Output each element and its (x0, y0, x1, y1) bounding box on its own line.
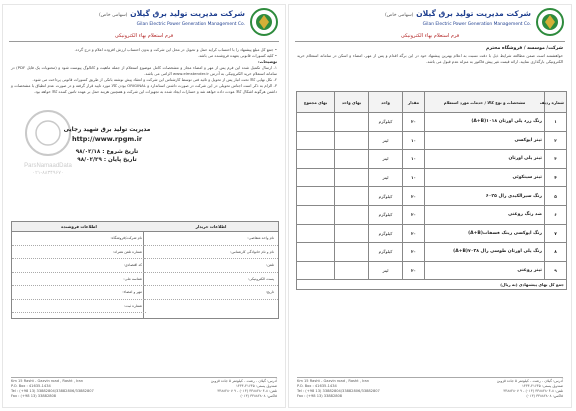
footer-fa (211, 379, 277, 399)
cell-unit-price[interactable] (335, 168, 369, 187)
cell-unit-price[interactable] (335, 150, 369, 169)
footer-fax-fa: فاکس: ۳۳۸۸۲۸۰۸ (۰۱۳) (526, 394, 563, 398)
footer-phone-fa: تلفن: ۸-۳۳۸۸۲۸۰۴ (۰۱۳) - ۹ ۳۳۸۸۲۸۰۷ (217, 389, 277, 393)
cell-unit-price[interactable] (335, 187, 369, 206)
notes-section (11, 47, 277, 95)
table-total-row (297, 280, 567, 290)
cell-unit: کیلوگرم (369, 113, 403, 132)
form-page-left (2, 4, 286, 408)
intro-text: خواهشمند است ضمن مطالعه شرایط ذیل با دقت نسبت به اعلام بهترین پیشنهاد خود در این برگه اقدام و پس از مهر، امضاء و اسکن در سامانه استعلام خرید الکترونیکی بارگذاری نمایید. ارائه قیمت غیر پیش فاکتور به منزله عدم قبول می باشد. (297, 53, 563, 64)
watermark-phone: ۰۲۱-۸۸۳۴۹۶۷۰ (32, 170, 64, 176)
footer-pobox-fa: صندوق پستی: ۴۱۶۳۵-۱۴۳۴ (521, 384, 563, 388)
cell-unit: کیلوگرم (369, 243, 403, 262)
footer-fa (497, 379, 563, 399)
footer-pobox-en: P.O. Box : 41635-1434 (297, 384, 337, 388)
cell-quantity: ۲۰ (403, 261, 425, 280)
cell-unit-price[interactable] (335, 205, 369, 224)
info-field[interactable]: شناسه ملی: (12, 273, 146, 287)
col-row-no: شماره ردیف (545, 92, 567, 113)
signature-website[interactable]: http://www.rpgm.ir (71, 135, 143, 143)
info-field[interactable]: تاریخ: (144, 286, 278, 300)
cell-total-price[interactable] (297, 168, 335, 187)
footer-divider (11, 377, 277, 378)
cell-unit: لیتر (369, 261, 403, 280)
seller-info-header: اطلاعات فروشنده (12, 222, 146, 232)
footer-en (11, 379, 94, 399)
cell-description: تینر پلی اورتان (425, 150, 545, 169)
info-field[interactable]: پست الکترونیکی: (144, 273, 278, 287)
seller-info-column (12, 222, 146, 318)
company-name-fa: شرکت مدیریت تولید برق گیلان (سهامی خاص) (98, 9, 245, 18)
footer-address-en: Km 15 Rasht - Gazvin road , Rasht , Iran (11, 379, 84, 383)
cell-total-price[interactable] (297, 131, 335, 150)
footer-address-fa: آدرس: گیلان - رشت - کیلومتر ۵ جاده قزوین (496, 379, 563, 383)
cell-total-price[interactable] (297, 150, 335, 169)
page-header (3, 5, 285, 43)
col-quantity: مقدار (403, 92, 425, 113)
cell-description: تینر اپوکسی (425, 131, 545, 150)
company-name-en: Gilan Electric Power Generation Management Co. (136, 22, 245, 27)
cell-total-price[interactable] (297, 187, 335, 206)
cell-total-price[interactable] (297, 205, 335, 224)
form-page-right (288, 4, 572, 408)
notes-title: توضیحات: (258, 59, 277, 64)
col-unit-price: بهای واحد (335, 92, 369, 113)
cell-row-no: ۷ (545, 224, 567, 243)
info-field[interactable]: مهر و امضاء: (12, 286, 146, 300)
total-label: جمع کل بهای پیشنهادی (به ریال) (297, 280, 567, 290)
table-row (297, 243, 567, 262)
form-title: فرم استعلام بهاء الکترونیکی (114, 33, 174, 39)
note-item: • جمع کل مبلغ پیشنهاد را با احتساب کرایه حمل و تحویل در محل این شرکت و بدون احتساب ارزش افزوده اعلام و درج گردد. (74, 47, 277, 52)
signature-title: مدیریت تولید برق شهید رجایی (63, 127, 151, 133)
page-header (289, 5, 571, 43)
company-name-fa: شرکت مدیریت تولید برق گیلان (سهامی خاص) (384, 9, 531, 18)
cell-unit: کیلوگرم (369, 224, 403, 243)
note-paragraph-1: ۱- ارسال تکمیل شده این فرم پس از مهر و امضاء مجاز و مشخصات کامل موضوع استعلام از جمله ماهیت و کاتالوگ پیوست شود و (محتویات یک فایل PDF) در سامانه استعلام خرید الکترونیکی به آدرس www.elmstender.ir الزامی می باشد. (11, 65, 277, 76)
cell-quantity: ۲۰ (403, 113, 425, 132)
col-description: مشخصات و نوع کالا / خدمات مورد استعلام (425, 92, 545, 113)
cell-quantity: ۱۰ (403, 131, 425, 150)
cell-row-no: ۴ (545, 168, 567, 187)
footer-fax-fa: فاکس: ۳۳۸۸۲۸۰۸ (۰۱۳) (240, 394, 277, 398)
cell-quantity: ۲۰ (403, 205, 425, 224)
table-row (297, 131, 567, 150)
cell-total-price[interactable] (297, 113, 335, 132)
cell-description: ضد رنگ روغنی (425, 205, 545, 224)
cell-total-price[interactable] (297, 243, 335, 262)
footer-address-fa: آدرس: گیلان - رشت - کیلومتر ۵ جاده قزوین (210, 379, 277, 383)
footer-fax-en: Fax : (+98 13) 33882808 (11, 394, 57, 398)
header-divider (295, 41, 565, 42)
note-paragraph-3: ۳- الزام به ذکر است اجناس تحویلی در این شرکت در صورت داشتن استاندارد و ORIGINAL بودن کالا مورد تایید قرار گرفته و در صورت عدم انطباق با مشخصات و داشتن هرگونه اشکال کالا عودت داده خواهد شد و خسارات ایجاد شده به تجهیزات این شرکت و همچنین هزینه حمل بر عهده تامین کننده کالا خواهد بود. (11, 83, 277, 94)
info-field[interactable]: کد اقتصادی: (12, 259, 146, 273)
cell-row-no: ۶ (545, 205, 567, 224)
cell-unit-price[interactable] (335, 243, 369, 262)
cell-unit-price[interactable] (335, 261, 369, 280)
cell-quantity: ۱۰ (403, 150, 425, 169)
cell-row-no: ۸ (545, 243, 567, 262)
company-name-en: Gilan Electric Power Generation Management Co. (422, 22, 531, 27)
footer-address-en: Km 15 Rasht - Gazvin road , Rasht , Iran (297, 379, 370, 383)
item-table-header (297, 92, 567, 113)
page-footer (11, 379, 277, 403)
footer-pobox-en: P.O. Box : 41635-1434 (11, 384, 51, 388)
info-field[interactable]: شماره تلفن همراه: (12, 246, 146, 260)
footer-fax-en: Fax : (+98 13) 33882808 (297, 394, 343, 398)
buyer-info-header: اطلاعات خریدار (144, 222, 278, 232)
cell-quantity: ۱۰ (403, 168, 425, 187)
start-date: تاریخ شروع : ۹۸/۰۲/۱۸ (75, 149, 139, 155)
cell-row-no: ۹ (545, 261, 567, 280)
table-row (297, 205, 567, 224)
addressee: شرکت/ موسسه / فروشگاه محترم (486, 46, 563, 51)
footer-divider (297, 377, 563, 378)
footer-pobox-fa: صندوق پستی: ۴۱۶۳۵-۱۴۳۴ (235, 384, 277, 388)
cell-quantity: ۲۰ (403, 224, 425, 243)
cell-row-no: ۱ (545, 113, 567, 132)
signature-block (51, 127, 163, 163)
note-paragraph-2: ۲- نکل نهایی کالا تحت انبار پس از تحویل و تائید فنی توسط کارشناس این شرکت و انعقاد پیش نوشته بانکی از طریق کسورات قانونی پرداخت می شود. (32, 77, 277, 82)
cell-row-no: ۳ (545, 150, 567, 169)
end-date: تاریخ پایان : ۹۸/۰۲/۲۹ (77, 157, 137, 163)
cell-unit-price[interactable] (335, 113, 369, 132)
table-row (297, 261, 567, 280)
footer-phone-en: Tel : (+98 13) 33882804/33882806/33882807 (297, 389, 380, 393)
table-row (297, 150, 567, 169)
buyer-info-column (143, 222, 278, 318)
cell-quantity: ۲۰ (403, 187, 425, 206)
info-field[interactable]: نام شرکت/فروشگاه: (12, 232, 146, 246)
cell-description: تینر سینکوئی (425, 168, 545, 187)
cell-quantity: ۲۰ (403, 243, 425, 262)
form-title: فرم استعلام بهاء الکترونیکی (400, 33, 460, 39)
cell-row-no: ۲ (545, 131, 567, 150)
info-field[interactable]: تلفن: (144, 259, 278, 273)
cell-unit: کیلوگرم (369, 205, 403, 224)
cell-description: رنگ زرد پلی اورتان ۱۰۱۸(A+B) (425, 113, 545, 132)
cell-unit-price[interactable] (335, 224, 369, 243)
footer-phone-en: Tel : (+98 13) 33882804/33882806/33882807 (11, 389, 94, 393)
cell-row-no: ۵ (545, 187, 567, 206)
cell-unit: لیتر (369, 150, 403, 169)
header-divider (9, 41, 279, 42)
table-row (297, 168, 567, 187)
item-table (296, 91, 567, 290)
col-unit: واحد (369, 92, 403, 113)
cell-total-price[interactable] (297, 224, 335, 243)
note-item: • کلیه کسورات قانونی بعهده فروشنده می باشد. (197, 53, 277, 58)
cell-unit-price[interactable] (335, 131, 369, 150)
cell-unit: کیلوگرم (369, 187, 403, 206)
cell-unit: لیتر (369, 168, 403, 187)
info-field[interactable]: شماره ثبت: (12, 300, 146, 314)
table-row (297, 113, 567, 132)
info-field[interactable]: نام واحد متقاضی: (144, 232, 278, 246)
cell-description: تینر روغنی (425, 261, 545, 280)
info-table (11, 221, 279, 319)
page-footer (297, 379, 563, 403)
col-total-price: بهای مجموع (297, 92, 335, 113)
footer-phone-fa: تلفن: ۸-۳۳۸۸۲۸۰۴ (۰۱۳) - ۹ ۳۳۸۸۲۸۰۷ (503, 389, 563, 393)
info-field[interactable]: نام و نام خانوادگی کارشناس: (144, 246, 278, 260)
watermark-text: ParsNamaadData (24, 163, 72, 169)
cell-description: رنگ سیزالکیدی رال ۶۰۲۵ (425, 187, 545, 206)
cell-description: رنگ پلی اورتان طوسی رال ۷۰۳۸(A+B) (425, 243, 545, 262)
table-row (297, 187, 567, 206)
cell-total-price[interactable] (297, 261, 335, 280)
footer-en (297, 379, 380, 399)
cell-description: رنگ اپوکسی زینک فسفات(A+B) (425, 224, 545, 243)
table-row (297, 224, 567, 243)
cell-unit: لیتر (369, 131, 403, 150)
